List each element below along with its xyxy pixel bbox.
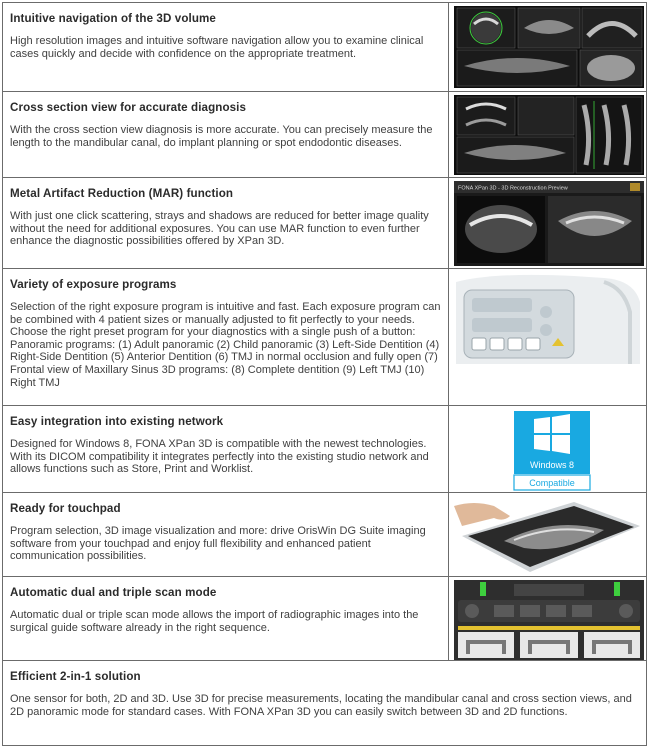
feature-row-navigation xyxy=(3,3,646,92)
feature-description: Automatic dual or triple scan mode allows the import of radiographic images into the surgical guide software already in the right sequence. xyxy=(10,609,419,634)
mar-screenshot xyxy=(454,181,644,266)
compatible-label: Compatible xyxy=(529,478,575,488)
feature-description: High resolution images and intuitive software navigation allow you to examine clinical cases quickly and decide with confidence on the appropriate treatment. xyxy=(10,35,424,60)
feature-title: Efficient 2-in-1 solution xyxy=(10,670,141,683)
feature-description: Designed for Windows 8, FONA XPan 3D is compatible with the newest technologies. With its DICOM compatibility it integrates perfectly into the existing studio network and allows functions such as Store, Print and Worklist. xyxy=(10,438,429,476)
feature-row-mar xyxy=(3,178,646,269)
feature-title: Variety of exposure programs xyxy=(10,278,177,291)
feature-row-network xyxy=(3,406,646,493)
feature-description: With the cross section view diagnosis is more accurate. You can precisely measure the length to the mandibular canal, do implant planning or spot endodontic diseases. xyxy=(10,124,433,149)
feature-row-cross-section xyxy=(3,92,646,178)
feature-title: Metal Artifact Reduction (MAR) function xyxy=(10,187,234,200)
feature-row-exposure-programs xyxy=(3,269,646,406)
feature-row-2in1 xyxy=(3,661,646,747)
feature-title: Easy integration into existing network xyxy=(10,415,224,428)
windows8-badge xyxy=(454,409,644,491)
feature-row-touchpad xyxy=(3,493,646,577)
feature-description: With just one click scattering, strays and shadows are reduced for better image quality without the need for additional exposures. You can use MAR function to even further enhance the diagnostic possibilities offered by XPan 3D. xyxy=(10,210,429,248)
feature-title: Intuitive navigation of the 3D volume xyxy=(10,12,216,25)
3d-volume-screenshot xyxy=(454,6,644,88)
feature-title: Automatic dual and triple scan mode xyxy=(10,586,217,599)
feature-row-scan-mode xyxy=(3,577,646,661)
touchpad-photo xyxy=(454,496,644,575)
feature-title: Cross section view for accurate diagnosis xyxy=(10,101,247,114)
preview-window-title: FONA XPan 3D - 3D Reconstruction Preview xyxy=(458,185,568,192)
feature-description: Program selection, 3D image visualization and more: drive OrisWin DG Suite imaging software from your touchpad and enjoy full flexibility and enhanced patient communication possibilities. xyxy=(10,525,426,563)
cross-section-screenshot xyxy=(454,95,644,175)
windows-version-label: Windows 8 xyxy=(529,460,575,470)
control-panel-photo xyxy=(454,272,644,367)
feature-table xyxy=(2,2,647,746)
feature-title: Ready for touchpad xyxy=(10,502,121,515)
feature-description: One sensor for both, 2D and 3D. Use 3D for precise measurements, locating the mandibular canal and cross section views, and 2D panoramic mode for standard cases. With FONA XPan 3D you can easily switch between 3D and 2D functions. xyxy=(10,693,632,718)
scan-mode-screenshot xyxy=(454,580,644,660)
feature-description: Selection of the right exposure program is intuitive and fast. Each exposure program can be combined with 4 patient sizes or manually adjusted to fit perfectly to your needs. Choose the right preset program for your diagnostics with a single push of a button: Panoramic programs: (1) Adult panoramic (2) Child panoramic (3) Left-Side Dentition (4) Right-Side Dentition (5) Anterior Dentition (6) TMJ in normal occlusion and fully open (7) Frontal view of Maxillary Sinus 3D programs: (8) Complete dentition (9) Left TMJ (10) Right TMJ xyxy=(10,301,441,389)
